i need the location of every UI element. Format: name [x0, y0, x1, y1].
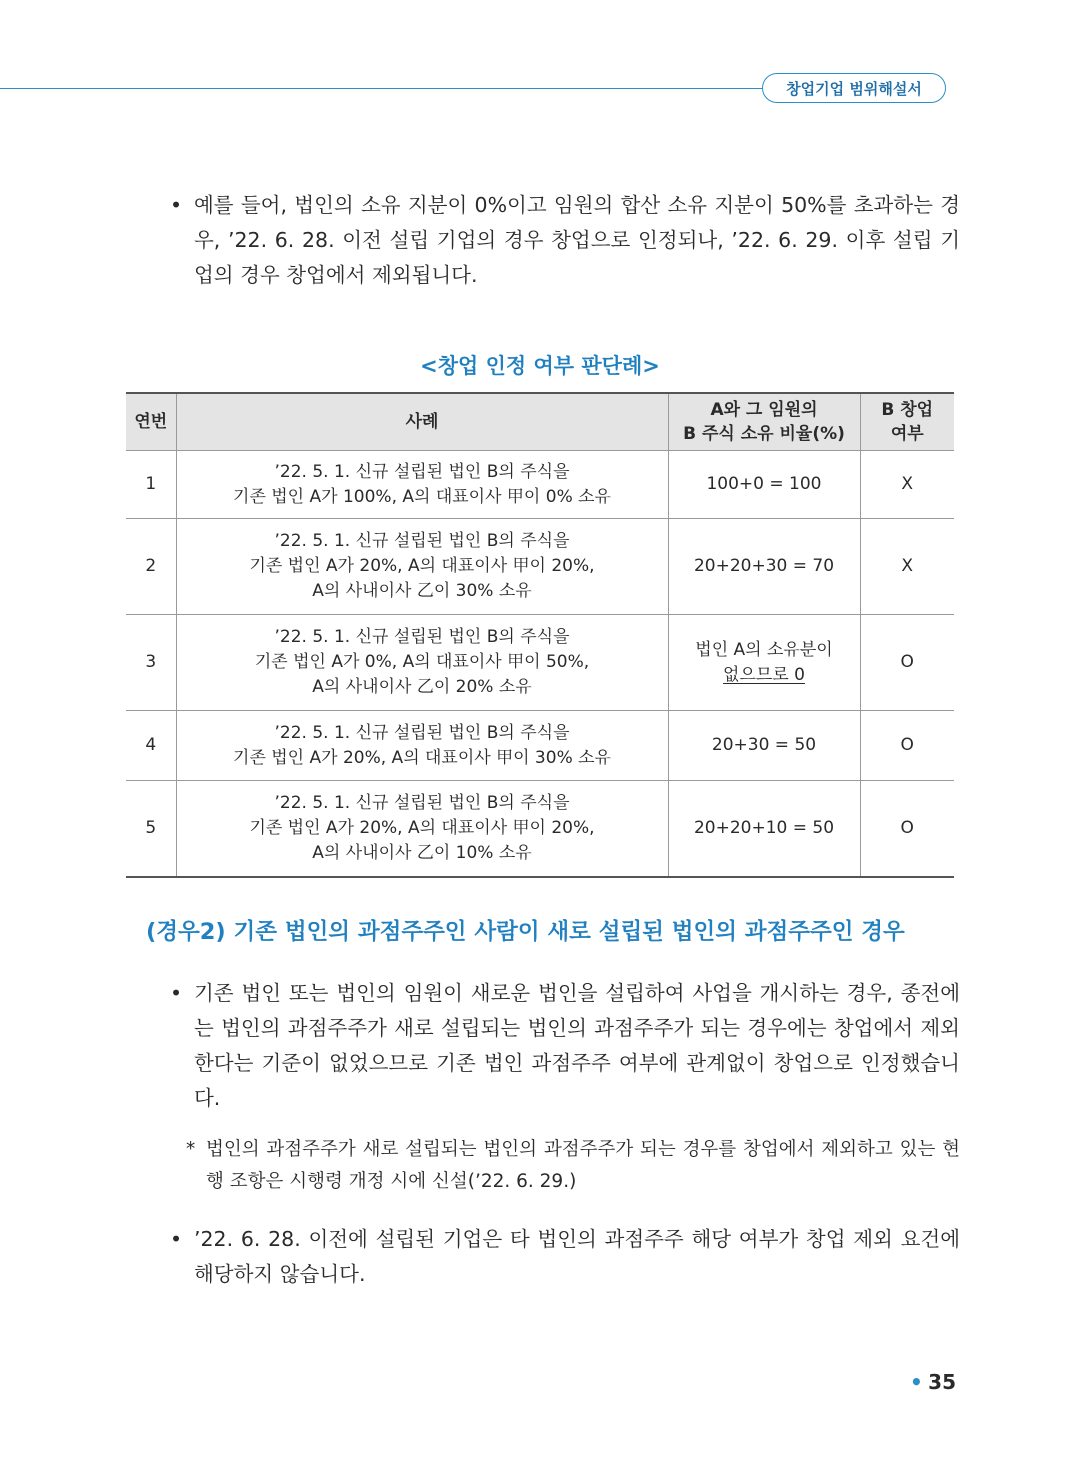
table-row: [126, 519, 954, 615]
row-ratio: [668, 781, 860, 877]
section-bullet-1-text: 기존 법인 또는 법인의 임원이 새로운 법인을 설립하여 사업을 개시하는 경우, 종전에는 법인의 과점주주가 새로 설립되는 법인의 과점주주가 되는 경우에는 창업에서 제외한다는 기준이 없었으므로 기존 법인 과점주주 여부에 관계없이 창업으로 인정했습니다.: [194, 981, 960, 1110]
section-heading: (경우2) 기존 법인의 과점주주인 사람이 새로 설립된 법인의 과점주주인 경우: [146, 919, 905, 945]
ratio-line: 20+30 = 50: [711, 735, 817, 755]
ratio-line: 없으므로 0: [723, 664, 805, 685]
bullet-marker: •: [170, 981, 183, 1005]
case-line: 기존 법인 A가 20%, A의 대표이사 甲이 30% 소유: [233, 747, 611, 768]
page-number-marker: •: [910, 1370, 923, 1394]
section-bullet-2: [170, 1222, 960, 1292]
bullet-marker: •: [170, 193, 183, 217]
row-no: 3: [126, 615, 176, 711]
row-case: [176, 519, 668, 615]
case-line: ’22. 5. 1. 신규 설립된 법인 B의 주식을: [274, 792, 570, 813]
row-startup: X: [860, 451, 954, 519]
row-ratio: [668, 451, 860, 519]
table-row: [126, 781, 954, 877]
table-caption: <창업 인정 여부 판단례>: [420, 354, 660, 378]
section-bullet-1: [170, 976, 960, 1116]
case-line: ’22. 5. 1. 신규 설립된 법인 B의 주식을: [274, 461, 570, 482]
table-row: [126, 615, 954, 711]
header-case: 사례: [176, 393, 668, 451]
case-line: 기존 법인 A가 0%, A의 대표이사 甲이 50%,: [254, 652, 590, 672]
header-ratio-line2: B 주식 소유 비율(%): [683, 424, 845, 444]
row-startup: O: [860, 781, 954, 877]
row-ratio: [668, 519, 860, 615]
header-startup-line1: B 창업: [881, 400, 934, 420]
row-case: [176, 711, 668, 781]
running-header: [762, 73, 946, 103]
ratio-line: 법인 A의 소유분이: [695, 639, 833, 660]
case-line: 기존 법인 A가 20%, A의 대표이사 甲이 20%,: [249, 817, 595, 838]
footnote-text: 법인의 과점주주가 새로 설립되는 법인의 과점주주가 되는 경우를 창업에서 제외하고 있는 현행 조항은 시행령 개정 시에 신설(’22. 6. 29.): [206, 1139, 960, 1192]
case-line: A의 사내이사 乙이 20% 소유: [312, 677, 532, 697]
row-case: [176, 781, 668, 877]
footnote-marker: *: [186, 1139, 196, 1160]
case-line: 기존 법인 A가 20%, A의 대표이사 甲이 20%,: [249, 556, 595, 576]
intro-bullet-text: 예를 들어, 법인의 소유 지분이 0%이고 임원의 합산 소유 지분이 50%를 초과하는 경우, ’22. 6. 28. 이전 설립 기업의 경우 창업으로 인정되나, ’22. 6. 29. 이후 설립 기업의 경우 창업에서 제외됩니다.: [194, 193, 960, 287]
header-ratio-line1: A와 그 임원의: [710, 400, 818, 420]
case-line: A의 사내이사 乙이 30% 소유: [312, 581, 532, 601]
row-no: 5: [126, 781, 176, 877]
header-no: 연번: [126, 393, 176, 451]
ratio-line: 100+0 = 100: [706, 474, 822, 494]
row-ratio: [668, 615, 860, 711]
bullet-marker: •: [170, 1227, 183, 1251]
table-row: [126, 451, 954, 519]
ratio-line: 20+20+30 = 70: [693, 556, 835, 576]
case-line: ’22. 5. 1. 신규 설립된 법인 B의 주식을: [274, 627, 570, 647]
section-bullet-2-text: ’22. 6. 28. 이전에 설립된 기업은 타 법인의 과점주주 해당 여부가 창업 제외 요건에 해당하지 않습니다.: [194, 1227, 960, 1286]
header-rule: [0, 88, 770, 89]
page-number: 35: [928, 1370, 956, 1394]
case-line: ’22. 5. 1. 신규 설립된 법인 B의 주식을: [274, 722, 570, 743]
row-no: 2: [126, 519, 176, 615]
startup-judgment-table: [126, 392, 954, 878]
row-no: 4: [126, 711, 176, 781]
intro-bullet: [170, 188, 960, 293]
case-line: ’22. 5. 1. 신규 설립된 법인 B의 주식을: [274, 531, 570, 551]
case-line: A의 사내이사 乙이 10% 소유: [312, 842, 532, 863]
row-startup: O: [860, 711, 954, 781]
row-startup: O: [860, 615, 954, 711]
row-no: 1: [126, 451, 176, 519]
case-line: 기존 법인 A가 100%, A의 대표이사 甲이 0% 소유: [233, 486, 611, 507]
table-header-row: [126, 393, 954, 451]
running-header-title: 창업기업 범위해설서: [786, 79, 922, 98]
ratio-line: 20+20+10 = 50: [693, 817, 835, 838]
header-startup-line2: 여부: [890, 424, 924, 444]
row-case: [176, 451, 668, 519]
row-case: [176, 615, 668, 711]
header-startup: [860, 393, 954, 451]
footnote: [186, 1134, 960, 1198]
table-row: [126, 711, 954, 781]
header-ratio: [668, 393, 860, 451]
row-ratio: [668, 711, 860, 781]
row-startup: X: [860, 519, 954, 615]
